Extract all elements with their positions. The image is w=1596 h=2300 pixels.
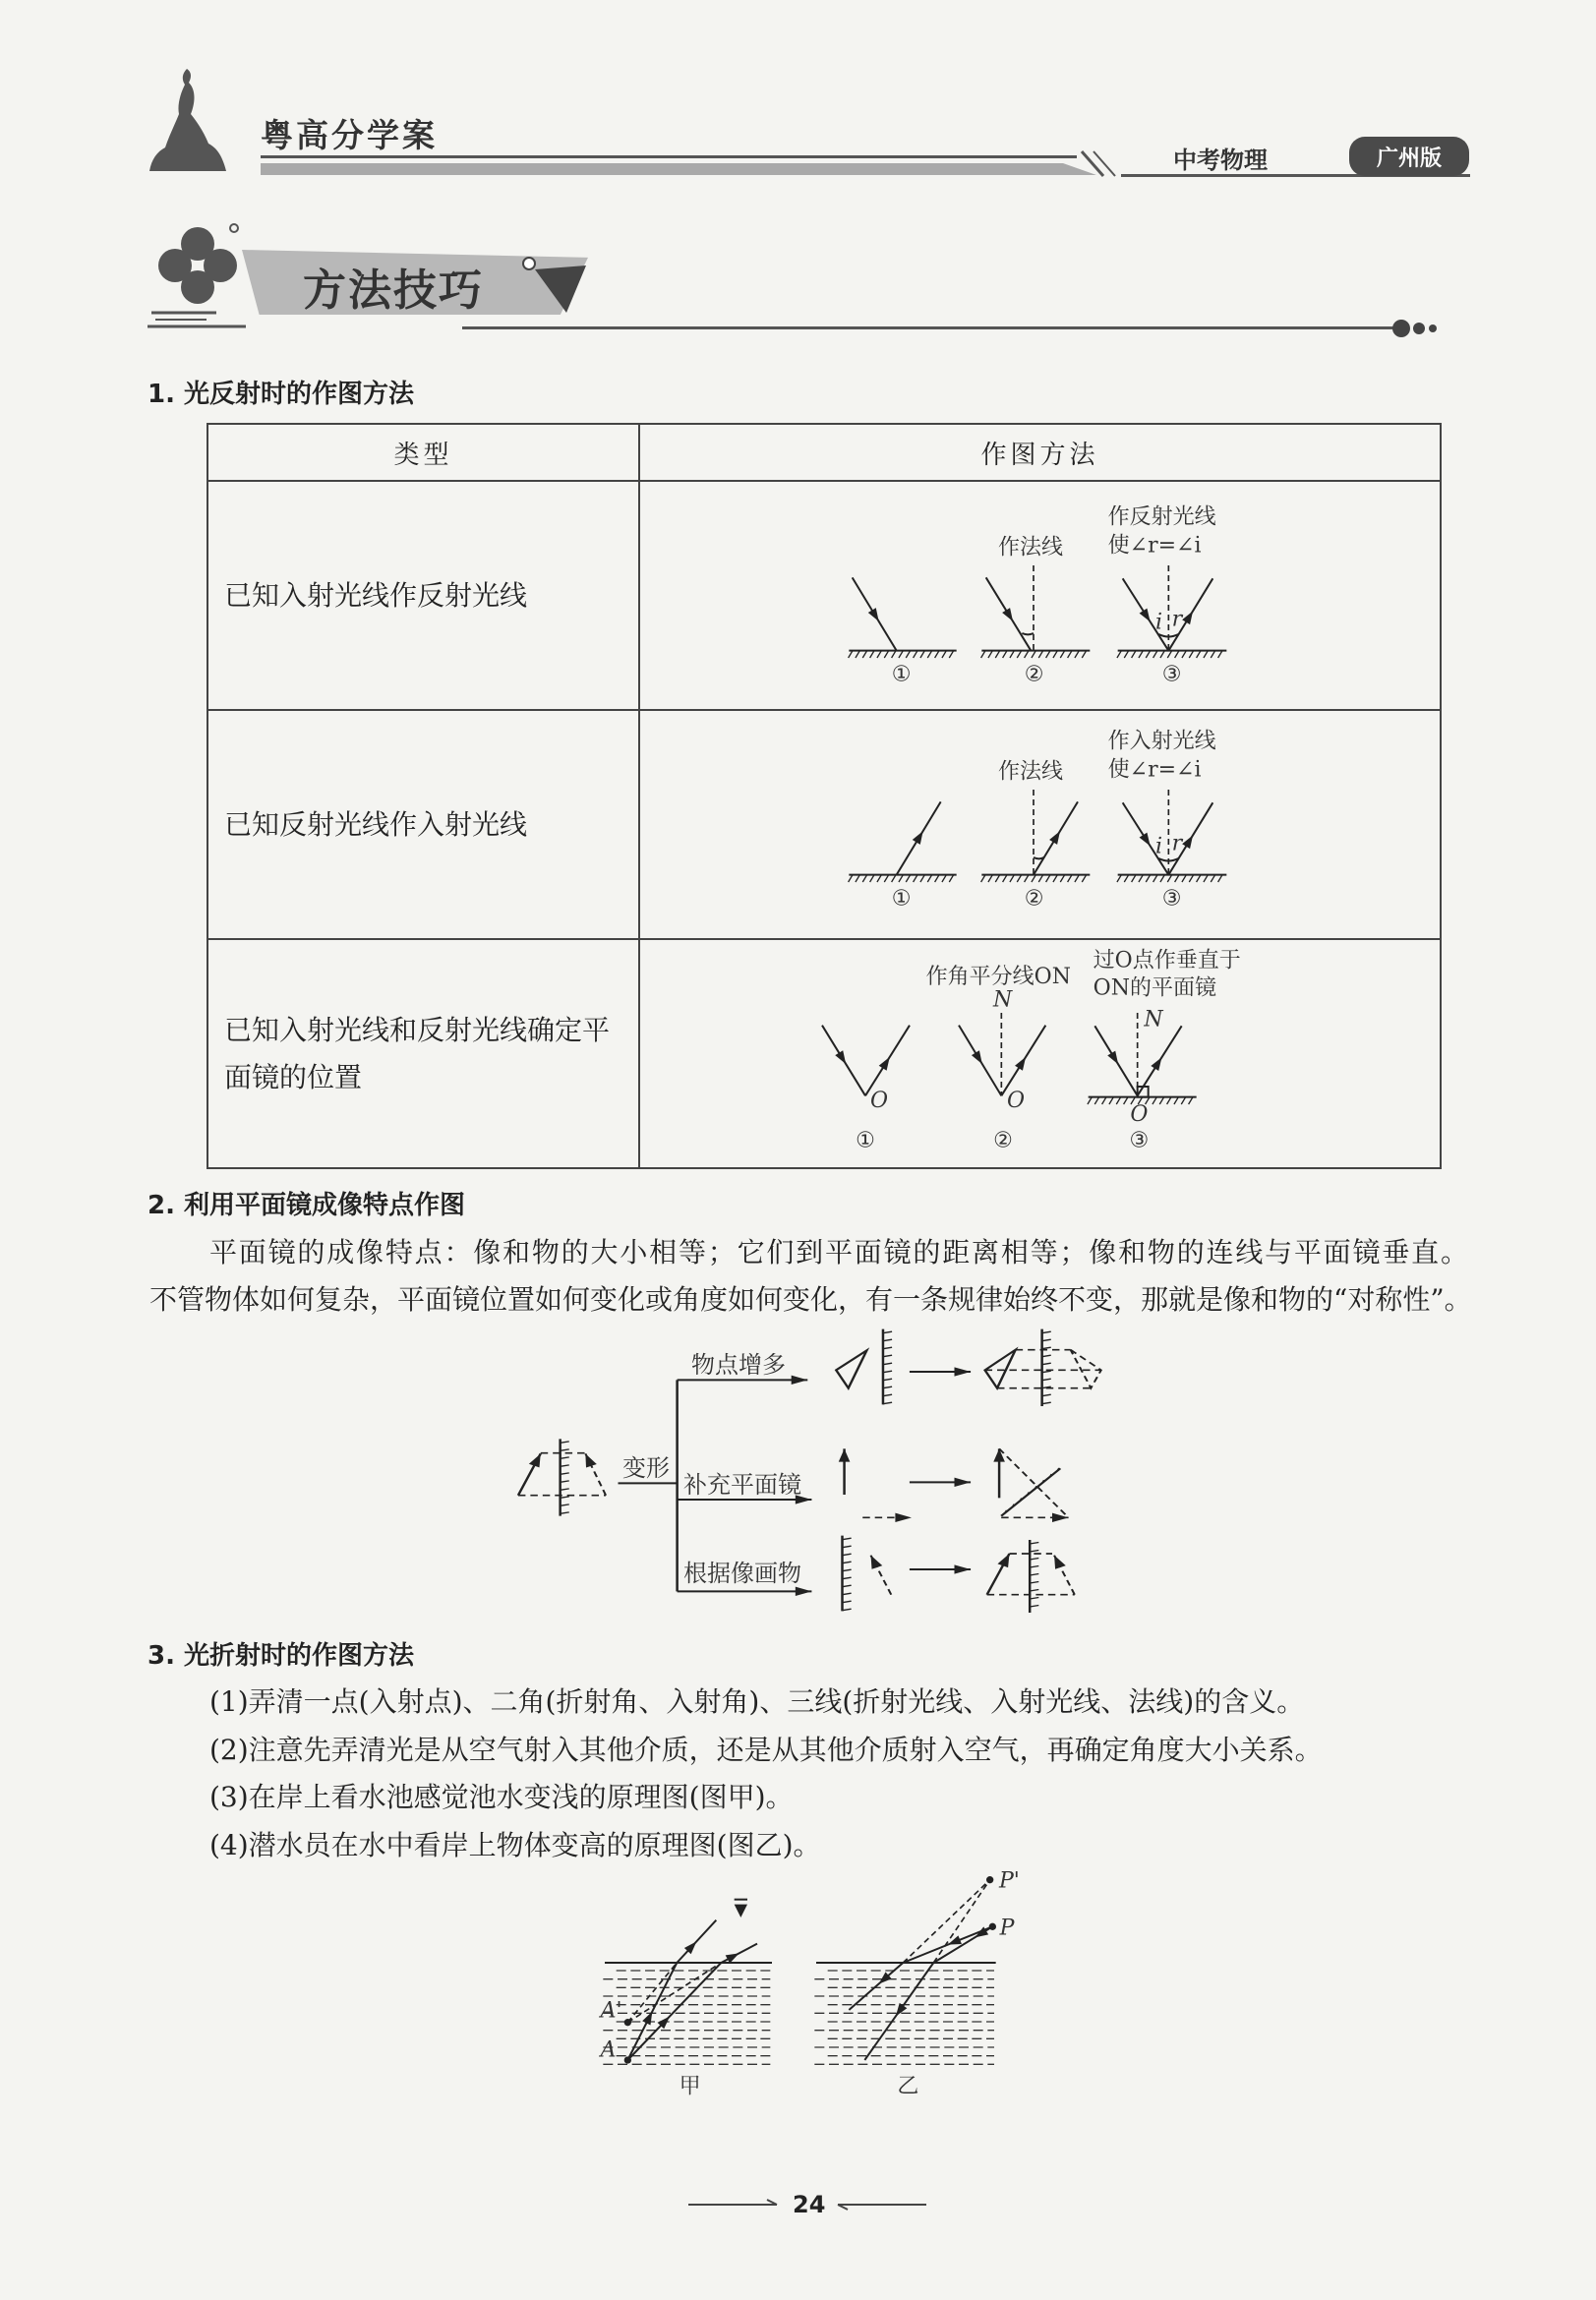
arrowhead-icon	[1107, 1051, 1118, 1065]
label-normal: 作法线	[998, 535, 1064, 560]
arrowhead-icon	[1182, 611, 1193, 624]
point-o: O	[1007, 1089, 1026, 1113]
arrowhead-icon	[1054, 1556, 1066, 1569]
refracted-ray	[627, 1963, 677, 2060]
label-step3a: 作入射光线	[1107, 729, 1216, 754]
list-item: (3)在岸上看水池感觉池水变浅的原理图(图甲)。	[209, 1781, 794, 1813]
arrowhead-icon	[1052, 1513, 1069, 1522]
page-number: 24	[793, 2191, 826, 2218]
virtual-ray	[903, 1880, 989, 1963]
reflection-figure-row1	[806, 472, 1298, 708]
paragraph-line: 不管物体如何复杂，平面镜位置如何变化或角度如何变化，有一条规律始终不变，那就是像和物的“对称性”。	[149, 1283, 1472, 1316]
point-p-image: P'	[999, 1868, 1020, 1894]
angle-arc	[1022, 633, 1034, 634]
figure-caption: 乙	[897, 2074, 919, 2099]
arrowhead-icon	[835, 1050, 846, 1064]
point-a: A	[600, 2037, 617, 2063]
arrowhead-icon	[796, 1587, 812, 1596]
center-label: 变形	[622, 1454, 670, 1482]
arrowhead-icon	[1140, 833, 1151, 847]
label-step3b: ON的平面镜	[1093, 975, 1216, 1001]
flower-icon	[148, 218, 246, 326]
row-type: 已知入射光线作反射光线	[224, 578, 528, 612]
refracted-ray	[627, 1963, 721, 2060]
row-type: 已知反射光线作入射光线	[224, 807, 528, 841]
mirror-hatch	[843, 1538, 852, 1610]
row-type: 已知入射光线和反射光线确定平面镜的位置	[224, 1013, 611, 1093]
arrowhead-icon	[913, 831, 923, 845]
reflection-figure-row3	[806, 934, 1298, 1160]
arrowhead-icon	[792, 1376, 808, 1385]
header-slash	[1082, 149, 1121, 179]
arrowhead-icon	[1140, 609, 1151, 622]
arrowhead-icon	[1151, 1057, 1161, 1071]
mirror-image-diagram	[492, 1327, 1131, 1622]
branch-label: 补充平面镜	[683, 1471, 801, 1499]
branch-label: 物点增多	[691, 1351, 786, 1379]
step-mark: ③	[1129, 1128, 1150, 1153]
object-triangle	[836, 1350, 866, 1387]
label-normal: 作法线	[998, 759, 1064, 785]
angle-i: i	[1155, 834, 1163, 859]
section-1-title: 1. 光反射时的作图方法	[148, 380, 415, 409]
arrowhead-icon	[997, 1554, 1009, 1567]
arrowhead-icon	[1182, 835, 1193, 849]
branch-label: 根据像画物	[683, 1560, 801, 1587]
label-step3a: 过O点作垂直于	[1093, 948, 1241, 973]
arrowhead-icon	[972, 1050, 982, 1064]
arrowhead-icon	[839, 1448, 851, 1461]
mirror-hatch	[981, 875, 1087, 882]
point-p: P	[999, 1916, 1015, 1941]
figure-caption: 甲	[679, 2074, 701, 2099]
point-n: N	[1144, 1007, 1163, 1032]
point-n: N	[993, 987, 1013, 1013]
step-mark: ②	[1024, 662, 1044, 687]
mirror-hatch	[849, 651, 954, 658]
label-step3b: 使∠r=∠i	[1107, 757, 1202, 783]
guide-line	[999, 1448, 1068, 1517]
arrowhead-icon	[1049, 831, 1060, 845]
mirror-hatch	[981, 651, 1087, 658]
arrowhead-icon	[871, 1556, 883, 1569]
label-bisector: 作角平分线ON	[925, 965, 1071, 989]
point-o: O	[870, 1089, 889, 1113]
step-mark: ②	[1024, 886, 1044, 912]
step-mark: ①	[856, 1128, 875, 1153]
point-o: O	[1130, 1102, 1149, 1127]
arrowhead-icon	[1002, 608, 1013, 621]
table-header-type: 类型	[207, 424, 639, 481]
arrowhead-icon	[993, 1448, 1005, 1461]
label-step3b: 使∠r=∠i	[1107, 533, 1202, 559]
section-banner-title: 方法技巧	[303, 265, 484, 316]
arrowhead-icon	[955, 1367, 972, 1376]
step-mark: ①	[891, 886, 912, 912]
angle-r: r	[1171, 607, 1183, 632]
arrowhead-icon	[529, 1453, 541, 1467]
rule-dots-icon	[1391, 317, 1441, 340]
step-mark: ③	[1161, 886, 1182, 912]
logo-icon	[148, 65, 228, 175]
refracted-ray	[849, 1963, 903, 2010]
section-rule	[462, 326, 1396, 329]
arrowhead-icon	[948, 1935, 962, 1944]
header-rule	[261, 155, 1077, 158]
mirror-hatch	[1030, 1543, 1038, 1607]
virtual-ray	[933, 1880, 989, 1963]
point-a-image: A'	[600, 1998, 622, 2024]
angle-i: i	[1155, 610, 1163, 635]
step-mark: ①	[891, 662, 912, 687]
table-header-method: 作图方法	[639, 424, 1441, 481]
paragraph-line: 平面镜的成像特点：像和物的大小相等；它们到平面镜的距离相等；像和物的连线与平面镜垂直。	[209, 1236, 1468, 1268]
emergent-ray	[721, 1944, 757, 1963]
angle-arc	[1034, 857, 1044, 858]
book-title: 粤高分学案	[261, 116, 438, 154]
reflection-figure-row2	[806, 696, 1298, 932]
section-2-title: 2. 利用平面镜成像特点作图	[148, 1191, 466, 1220]
subject-label: 中考物理	[1173, 147, 1268, 174]
arrowhead-icon	[879, 1057, 890, 1071]
incident-ray	[903, 1926, 992, 1963]
header-band	[261, 163, 1096, 175]
list-item: (4)潜水员在水中看岸上物体变高的原理图(图乙)。	[209, 1829, 821, 1861]
step-mark: ②	[993, 1128, 1013, 1153]
arrowhead-icon	[868, 608, 879, 621]
list-item: (1)弄清一点(入射点)、二角(折射角、入射角)、三线(折射光线、入射光线、法线)的含义。	[209, 1685, 1305, 1718]
arrowhead-icon	[955, 1564, 972, 1573]
edition-badge: 广州版	[1349, 137, 1469, 176]
emergent-ray	[677, 1920, 716, 1963]
object-triangle	[985, 1350, 1016, 1388]
image-triangle	[1071, 1350, 1101, 1388]
section-3-title: 3. 光折射时的作图方法	[148, 1641, 415, 1671]
mirror-hatch	[1042, 1331, 1051, 1403]
mirror-hatch	[1117, 875, 1222, 882]
arrowhead-icon	[1015, 1057, 1026, 1071]
banner-triangle-icon	[521, 256, 592, 317]
arrowhead-icon	[895, 1513, 912, 1522]
refraction-figures	[580, 1858, 1033, 2114]
mirror-hatch	[1117, 651, 1222, 658]
arrowhead-icon	[955, 1478, 972, 1487]
eye-icon	[735, 1905, 747, 1917]
list-item: (2)注意先弄清光是从空气射入其他介质，还是从其他介质射入空气，再确定角度大小关系。	[209, 1734, 1323, 1766]
arrowhead-icon	[585, 1453, 596, 1467]
mirror-hatch	[849, 875, 954, 882]
step-mark: ③	[1161, 662, 1182, 687]
label-step3a: 作反射光线	[1107, 504, 1216, 530]
angle-r: r	[1171, 831, 1183, 856]
mirror-hatch	[883, 1331, 892, 1403]
